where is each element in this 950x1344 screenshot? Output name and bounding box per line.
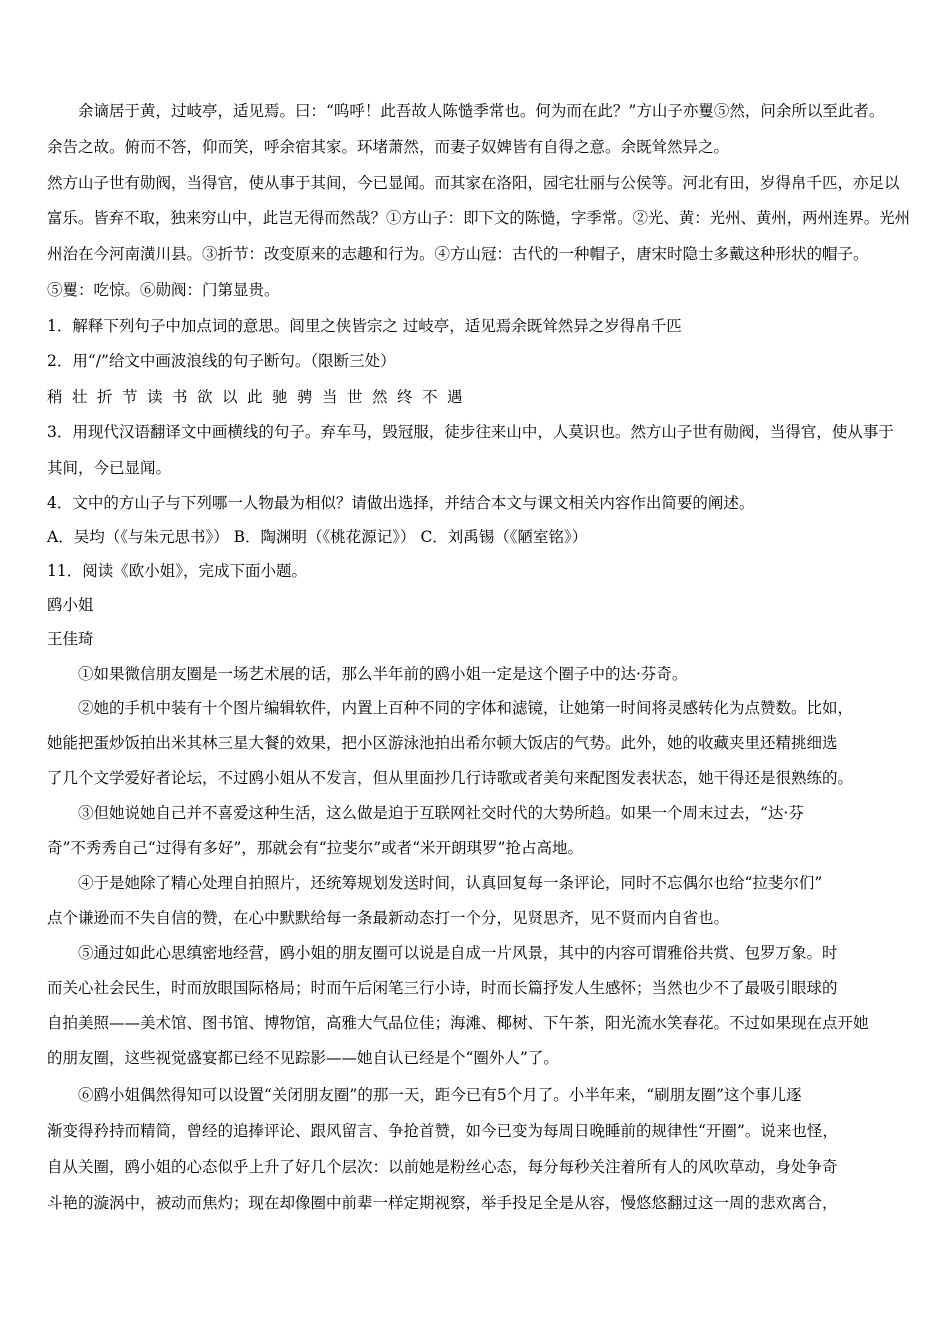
question-4-options: A．吴均（《与朱元思书》） B．陶渊明（《桃花源记》） C．刘禹锡（《陋室铭》） — [47, 528, 588, 546]
article-para-5-line-4: 的朋友圈，这些视觉盛宴都已经不见踪影——她自认已经是个“圈外人”了。 — [47, 1049, 559, 1067]
article-para-4-line-1: ④于是她除了精心处理自拍照片，还统筹规划发送时间，认真回复每一条评论，同时不忘偶尔也给“拉斐尔们” — [78, 874, 823, 892]
question-2: 2．用“/”给文中画波浪线的句子断句。（限断三处） — [47, 352, 396, 370]
article-author: 王佳琦 — [47, 630, 94, 648]
article-para-5-line-1: ⑤通过如此心思缜密地经营，鸥小姐的朋友圈可以说是自成一片风景，其中的内容可谓雅俗共赏、包罗万象。时 — [78, 944, 838, 962]
passage-line-3: 然方山子世有勋阀，当得官，使从事于其间，今已显闻。而其家在洛阳，园宅壮丽与公侯等。河北有田，岁得帛千匹，亦足以 — [47, 174, 900, 192]
passage-line-6: ⑤矍：吃惊。⑥勋阀：门第显贵。 — [47, 281, 280, 299]
article-para-6-line-4: 斗艳的漩涡中，被动而焦灼；现在却像圈中前辈一样定期视察，举手投足全是从容，慢悠悠翻过这一周的悲欢离合， — [47, 1194, 838, 1212]
article-para-2-line-1: ②她的手机中装有十个图片编辑软件，内置上百种不同的字体和滤镜，让她第一时间将灵感转化为点赞数。比如， — [78, 699, 854, 717]
question-3: 3．用现代汉语翻译文中画横线的句子。弃车马，毁冠服，徒步往来山中，人莫识也。然方山子世有勋阀，当得官，使从事于 — [47, 423, 894, 441]
article-para-2-line-3: 了几个文学爱好者论坛，不过鸥小姐从不发言，但从里面抄几行诗歌或者美句来配图发表状态，她干得还是很熟练的。 — [47, 769, 854, 787]
article-para-6-line-3: 自从关圈，鸥小姐的心态似乎上升了好几个层次：以前她是粉丝心态，每分每秒关注着所有人的风吹草动，身处争奇 — [47, 1158, 838, 1176]
sentence-to-punctuate: 稍壮折节读书欲以此驰骋当世然终不遇 — [47, 388, 473, 406]
passage-line-4: 富乐。皆弃不取，独来穷山中，此岂无得而然哉？①方山子：即下文的陈慥，字季常。②光、黄：光州、黄州，两州连界。光州 — [47, 209, 911, 227]
article-para-5-line-3: 自拍美照——美术馆、图书馆、博物馆，高雅大气品位佳；海滩、椰树、下午茶，阳光流水笑春花。不过如果现在点开她 — [47, 1014, 869, 1032]
article-para-5-line-2: 而关心社会民生，时而放眼国际格局；时而午后闲笔三行小诗，时而长篇抒发人生感怀；当然也少不了最吸引眼球的 — [47, 979, 838, 997]
passage-line-5: 州治在今河南潢川县。③折节：改变原来的志趣和行为。④方山冠：古代的一种帽子，唐宋时隐士多戴这种形状的帽子。 — [47, 245, 869, 263]
passage-line-2: 余告之故。俯而不答，仰而笑，呼余宿其家。环堵萧然，而妻子奴婢皆有自得之意。余既耸然异之。 — [47, 138, 730, 156]
question-4: 4．文中的方山子与下列哪一人物最为相似？请做出选择，并结合本文与课文相关内容作出简要的阐述。 — [47, 494, 755, 512]
passage-line-1: 余谪居于黄，过岐亭，适见焉。曰：“呜呼！此吾故人陈慥季常也。何为而在此？”方山子亦矍⑤然，问余所以至此者。 — [78, 102, 885, 120]
article-title: 鸥小姐 — [47, 596, 94, 614]
article-para-6-line-2: 渐变得矜持而精简，曾经的追捧评论、跟风留言、争抢首赞，如今已变为每周日晚睡前的规律性“开圈”。说来也怪， — [47, 1122, 838, 1140]
article-para-3-line-1: ③但她说她自己并不喜爱这种生活，这么做是迫于互联网社交时代的大势所趋。如果一个周末过去，“达·芬 — [78, 804, 804, 822]
article-para-6-line-1: ⑥鸥小姐偶然得知可以设置“关闭朋友圈”的那一天，距今已有5个月了。小半年来，“刷朋友圈”这个事儿逐 — [78, 1086, 802, 1104]
article-para-1: ①如果微信朋友圈是一场艺术展的话，那么半年前的鸥小姐一定是这个圈子中的达·芬奇。 — [78, 665, 688, 683]
question-1: 1．解释下列句子中加点词的意思。闾里之侠皆宗之 过岐亭，适见焉余既耸然异之岁得帛千匹 — [47, 317, 682, 335]
article-para-3-line-2: 奇”不秀秀自己“过得有多好”，那就会有“拉斐尔”或者“米开朗琪罗”抢占高地。 — [47, 839, 583, 857]
section-11-heading: 11．阅读《欧小姐》，完成下面小题。 — [47, 562, 307, 580]
question-3-cont: 其间，今已显闻。 — [47, 459, 172, 477]
article-para-2-line-2: 她能把蛋炒饭拍出米其林三星大餐的效果，把小区游泳池拍出希尔顿大饭店的气势。此外，她的收藏夹里还精挑细选 — [47, 734, 838, 752]
article-para-4-line-2: 点个谦逊而不失自信的赞，在心中默默给每一条最新动态打一个分，见贤思齐，见不贤而内自省也。 — [47, 909, 730, 927]
